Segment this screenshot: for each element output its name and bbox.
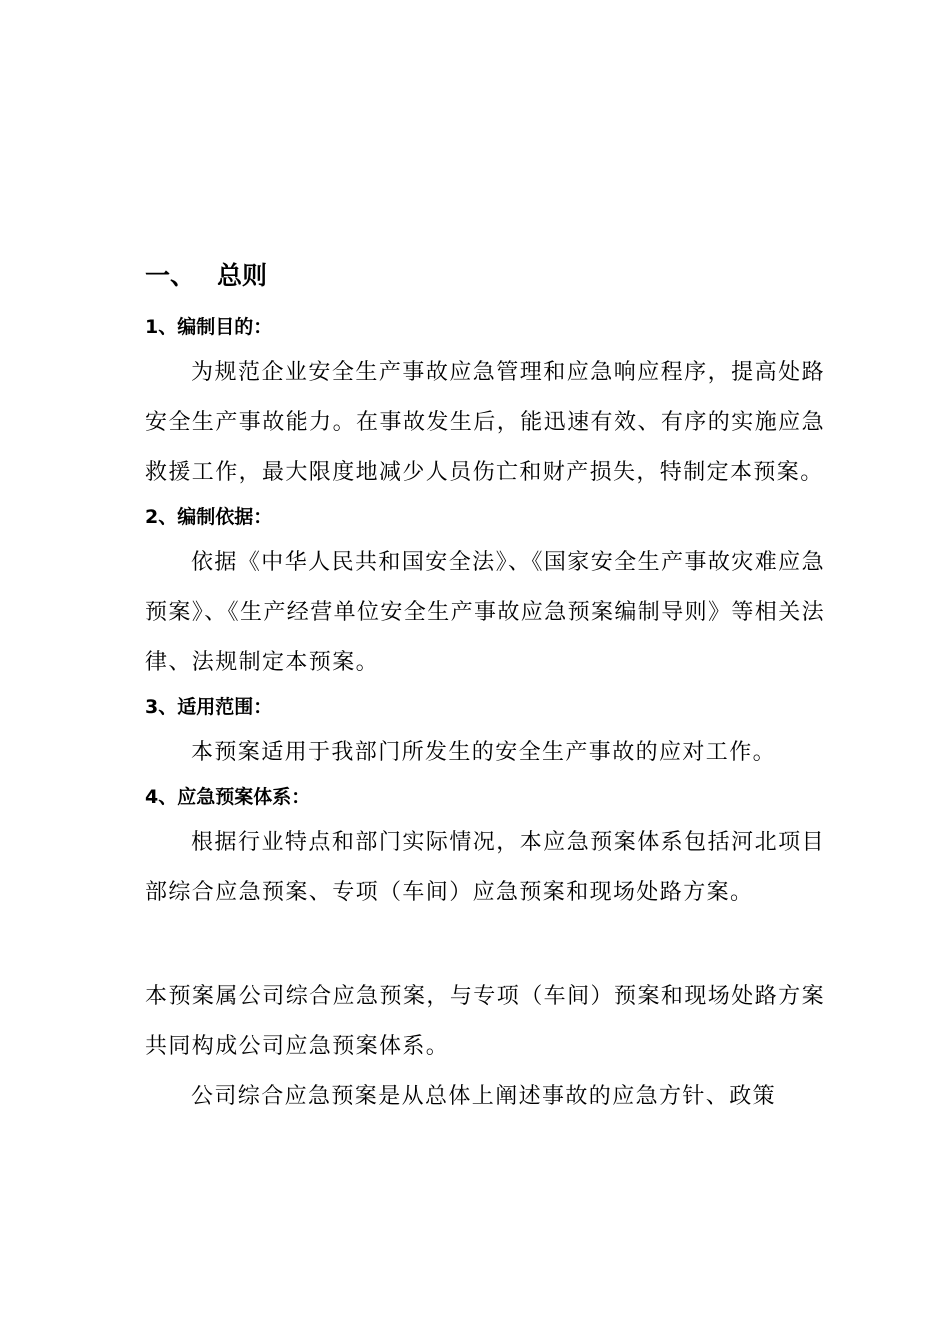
document-body xyxy=(145,308,825,1122)
body-paragraph-composition: 本预案属公司综合应急预案，与专项（车间）预案和现场处路方案共同构成公司应急预案体系。 xyxy=(145,984,825,1059)
chapter-title: 总则 xyxy=(217,261,268,290)
chapter-heading xyxy=(145,258,267,294)
chapter-number: 一、 xyxy=(145,261,196,290)
section-paragraph-basis: 依据《中华人民共和国安全法》、《国家安全生产事故灾难应急预案》、《生产经营单位安全生产事故应急预案编制导则》等相关法律、法规制定本预案。 xyxy=(145,550,826,675)
section-heading-system: 4、应急预案体系： xyxy=(145,786,311,808)
section-heading-purpose: 1、编制目的： xyxy=(145,316,273,338)
section-paragraph-scope: 本预案适用于我部门所发生的安全生产事故的应对工作。 xyxy=(191,740,777,765)
section-heading-basis: 2、编制依据： xyxy=(145,506,273,528)
section-heading-scope: 3、适用范围： xyxy=(145,696,273,718)
section-paragraph-purpose: 为规范企业安全生产事故应急管理和应急响应程序，提高处路安全生产事故能力。在事故发生后，能迅速有效、有序的实施应急救援工作，最大限度地减少人员伤亡和财产损失，特制定本预案。 xyxy=(145,360,825,485)
section-paragraph-system: 根据行业特点和部门实际情况，本应急预案体系包括河北项目部综合应急预案、专项（车间）应急预案和现场处路方案。 xyxy=(145,830,825,905)
body-paragraph-overview: 公司综合应急预案是从总体上阐述事故的应急方针、政策 xyxy=(191,1084,777,1109)
